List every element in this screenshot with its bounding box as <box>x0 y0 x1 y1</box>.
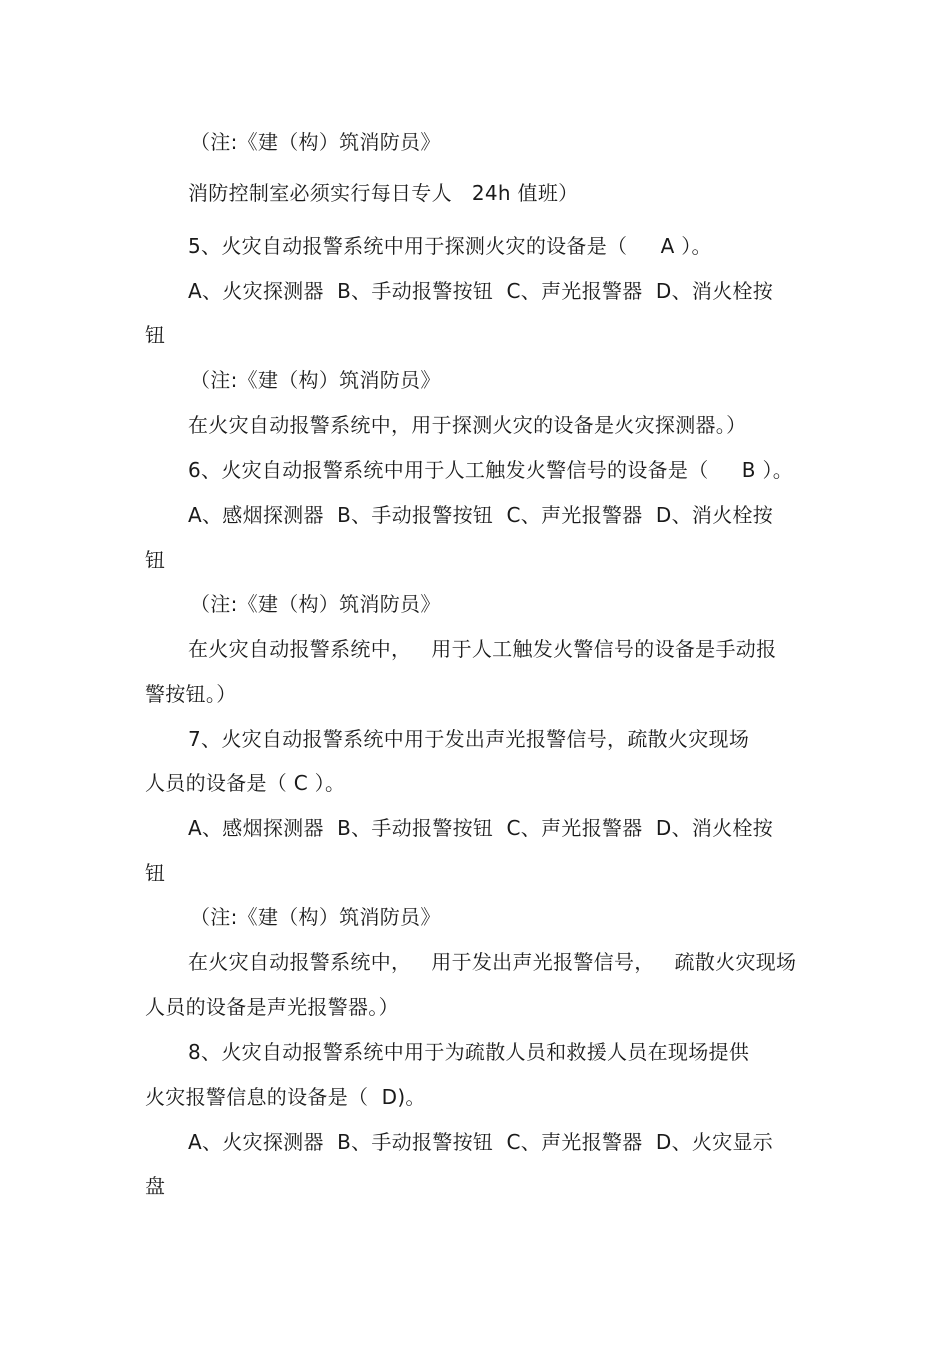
question-6-options-cont: 钮 <box>145 548 166 572</box>
note-line: （注:《建（构）筑消防员》 <box>190 905 441 929</box>
question-8-options-cont: 盘 <box>145 1174 166 1198</box>
note-line: （注:《建（构）筑消防员》 <box>190 592 441 616</box>
note-text-line: 在火灾自动报警系统中， 用于人工触发火警信号的设备是手动报 <box>188 637 777 661</box>
question-5-options-cont: 钮 <box>145 323 166 347</box>
note-text-line-cont: 警按钮。） <box>145 682 237 706</box>
note-text-line: 消防控制室必须实行每日专人 24h 值班） <box>188 181 579 205</box>
question-7-options: A、感烟探测器 B、手动报警按钮 C、声光报警器 D、消火栓按 <box>188 816 774 840</box>
question-5: 5、火灾自动报警系统中用于探测火灾的设备是（ A ）。 <box>188 234 712 258</box>
question-6: 6、火灾自动报警系统中用于人工触发火警信号的设备是（ B ）。 <box>188 458 794 482</box>
question-7-cont: 人员的设备是（ C ）。 <box>145 771 346 795</box>
question-8-cont: 火灾报警信息的设备是（ D)。 <box>145 1085 426 1109</box>
question-5-options: A、火灾探测器 B、手动报警按钮 C、声光报警器 D、消火栓按 <box>188 279 774 303</box>
note-text-line: 在火灾自动报警系统中， 用于发出声光报警信号， 疏散火灾现场 <box>188 950 797 974</box>
question-8-options: A、火灾探测器 B、手动报警按钮 C、声光报警器 D、火灾显示 <box>188 1130 774 1154</box>
question-8: 8、火灾自动报警系统中用于为疏散人员和救援人员在现场提供 <box>188 1040 750 1064</box>
question-6-options: A、感烟探测器 B、手动报警按钮 C、声光报警器 D、消火栓按 <box>188 503 774 527</box>
note-line: （注:《建（构）筑消防员》 <box>190 368 441 392</box>
question-7: 7、火灾自动报警系统中用于发出声光报警信号，疏散火灾现场 <box>188 727 750 751</box>
note-line: （注:《建（构）筑消防员》 <box>190 130 441 154</box>
note-text-line-cont: 人员的设备是声光报警器。） <box>145 995 399 1019</box>
question-7-options-cont: 钮 <box>145 861 166 885</box>
note-text-line: 在火灾自动报警系统中，用于探测火灾的设备是火灾探测器。） <box>188 413 747 437</box>
